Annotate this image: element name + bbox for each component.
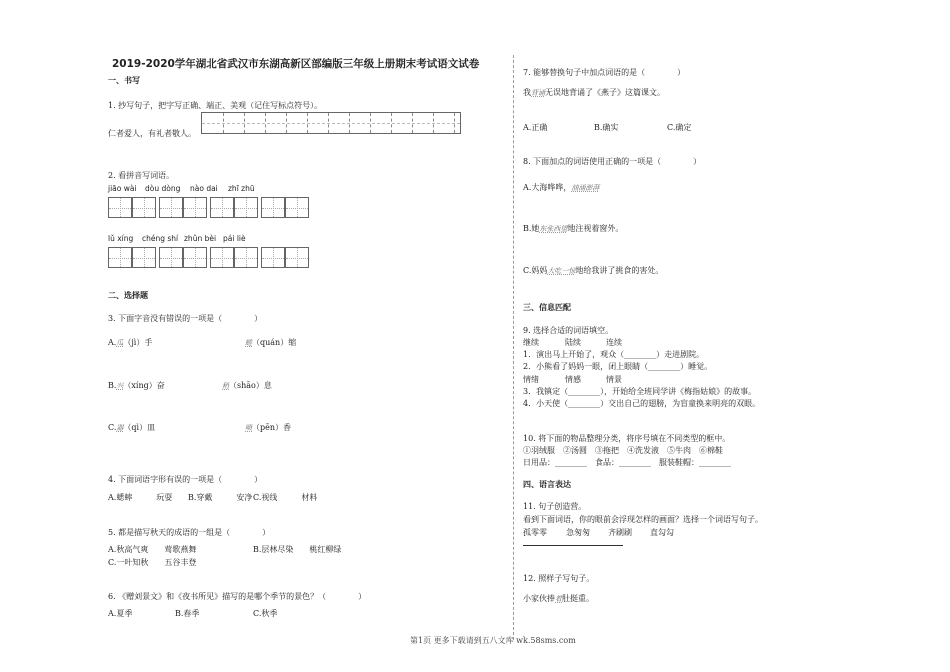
q6-option-b[interactable]: B.春季 (175, 609, 200, 618)
q9-word-6: 情景 (606, 375, 622, 384)
q9-word-4: 情绪 (523, 375, 539, 384)
question-1-sentence: 仁者爱人，有礼者敬人。 (108, 129, 196, 138)
pinyin-8: pái liè (223, 234, 246, 243)
q7-sentence: 我背诵无误地背诵了《燕子》这篇课文。 (523, 88, 665, 97)
q11-word-2: 急匆匆 (566, 528, 590, 537)
q3-option-b-part2: 稍（shāo）息 (222, 381, 272, 390)
pinyin-answer-cell[interactable] (132, 197, 156, 218)
question-1-stem: 1. 抄写句子，把字写正确、端正、美观（记住写标点符号）。 (108, 101, 323, 110)
q8-option-a[interactable]: A.大海哗哗，汹涌澎湃 (523, 183, 600, 192)
q7-option-b[interactable]: B.确实 (594, 123, 619, 132)
q3-option-c-part2: 喷（pēn）香 (245, 423, 292, 432)
pinyin-1: jiāo wài (108, 184, 137, 193)
q9-word-5: 情感 (565, 375, 581, 384)
pinyin-answer-cell[interactable] (234, 247, 258, 268)
pinyin-answer-cell[interactable] (183, 197, 207, 218)
q10-categories: 日用品：________ 食品：________ 服装鞋帽：________ (523, 458, 731, 467)
page-footer: 第1页 更多下载请到五八文库 wk.58sms.com (410, 636, 576, 645)
pinyin-6: chéng shí (142, 234, 179, 243)
q10-items: ①羽绒服 ②汤圆 ③拖把 ④洗发液 ⑤牛肉 ⑥棉鞋 (523, 446, 723, 455)
section-heading-2: 二、选择题 (108, 291, 148, 300)
q11-word-4: 直勾勾 (650, 528, 674, 537)
section-heading-4: 四、语言表达 (523, 480, 571, 489)
pinyin-answer-cell[interactable] (285, 197, 309, 218)
pinyin-answer-cell[interactable] (108, 247, 132, 268)
pinyin-answer-cell[interactable] (183, 247, 207, 268)
q4-option-b[interactable]: B.穿戴 安净 (188, 493, 253, 502)
q8-option-c[interactable]: C.妈妈大吃一惊地给我讲了挑食的害处。 (523, 266, 664, 275)
q4-option-c[interactable]: C.视线 材料 (253, 493, 318, 502)
q9-line-1: 1．演出马上开始了，观众（________）走进剧院。 (523, 350, 705, 359)
q3-option-a[interactable]: A.瓜（jì）手 (108, 338, 153, 347)
q9-line-4: 4．小天使（________）交出自己的翅膀，为盲童换来明亮的双眼。 (523, 399, 761, 408)
question-2-stem: 2. 看拼音写词语。 (108, 171, 175, 180)
column-divider (513, 55, 514, 640)
pinyin-7: zhǔn bèi (184, 234, 217, 243)
question-12-stem: 12. 照样子写句子。 (523, 574, 595, 583)
pinyin-5: lǔ xíng (108, 234, 134, 243)
pinyin-2: dòu dòng (145, 184, 181, 193)
pinyin-3: nào dai (190, 184, 218, 193)
q3-option-b[interactable]: B.兴（xíng）奋 (108, 381, 165, 390)
q7-option-c[interactable]: C.确定 (667, 123, 692, 132)
section-heading-1: 一、书写 (108, 76, 140, 85)
question-8-stem: 8. 下面加点的词语使用正确的一项是（ ） (523, 157, 702, 166)
q9-word-1: 继续 (523, 338, 539, 347)
pinyin-answer-cell[interactable] (108, 197, 132, 218)
q3-option-a-part2: 蜷（quán）缩 (245, 338, 297, 347)
q12-sentence: 小家伙捧着肚挺重。 (523, 594, 594, 603)
pinyin-answer-cell[interactable] (285, 247, 309, 268)
q4-option-a[interactable]: A.蟋蟀 玩耍 (108, 493, 173, 502)
question-9-stem: 9. 选择合适的词语填空。 (523, 326, 614, 335)
pinyin-4: zhī zhū (228, 184, 255, 193)
question-5-stem: 5. 都是描写秋天的成语的一组是（ ） (108, 528, 271, 537)
q9-line-3: 3．我镇定（________），开始给全班同学讲《梅指姑娘》的故事。 (523, 387, 757, 396)
question-10-stem: 10. 将下面的物品整理分类，将序号填在不同类型的框中。 (523, 434, 731, 443)
question-4-stem: 4. 下面词语字形有误的一项是（ ） (108, 475, 263, 484)
q5-option-c[interactable]: C.一叶知秋 五谷丰登 (108, 558, 197, 567)
question-3-stem: 3. 下面字音没有错误的一项是（ ） (108, 314, 263, 323)
pinyin-answer-cell[interactable] (261, 247, 285, 268)
q6-option-a[interactable]: A.夏季 (108, 609, 133, 618)
pinyin-answer-cell[interactable] (234, 197, 258, 218)
pinyin-answer-cell[interactable] (210, 247, 234, 268)
question-11-stem: 11. 句子创造营。 (523, 502, 587, 511)
page-title: 2019-2020学年湖北省武汉市东湖高新区部编版三年级上册期末考试语文试卷 (112, 58, 480, 70)
q8-option-b[interactable]: B.她东张西望地注视着窗外。 (523, 224, 624, 233)
copy-grid[interactable] (201, 112, 461, 134)
q11-answer-line[interactable] (523, 545, 623, 546)
q6-option-c[interactable]: C.秋季 (253, 609, 278, 618)
q11-word-3: 齐刷刷 (608, 528, 632, 537)
q5-option-b[interactable]: B.层林尽染 桃红柳绿 (253, 545, 342, 554)
q9-word-2: 陆续 (565, 338, 581, 347)
section-heading-3: 三、信息匹配 (523, 303, 571, 312)
pinyin-answer-cell[interactable] (261, 197, 285, 218)
question-6-stem: 6. 《赠刘景文》和《夜书所见》描写的是哪个季节的景色？（ ） (108, 592, 367, 601)
q7-option-a[interactable]: A.正确 (523, 123, 548, 132)
pinyin-answer-cell[interactable] (159, 197, 183, 218)
q5-option-a[interactable]: A.秋高气爽 莺歌燕舞 (108, 545, 197, 554)
pinyin-answer-cell[interactable] (210, 197, 234, 218)
q9-word-3: 连续 (606, 338, 622, 347)
q11-instruction: 看到下面词语，你的眼前会浮现怎样的画面？选择一个词语写句子。 (523, 515, 763, 524)
q3-option-c[interactable]: C.器（qì）皿 (108, 423, 156, 432)
q11-word-1: 孤零零 (523, 528, 547, 537)
pinyin-answer-cell[interactable] (159, 247, 183, 268)
question-7-stem: 7. 能够替换句子中加点词语的是（ ） (523, 68, 686, 77)
q9-line-2: 2．小熊看了妈妈一眼，闭上眼睛（________）睡觉。 (523, 362, 713, 371)
pinyin-answer-cell[interactable] (132, 247, 156, 268)
